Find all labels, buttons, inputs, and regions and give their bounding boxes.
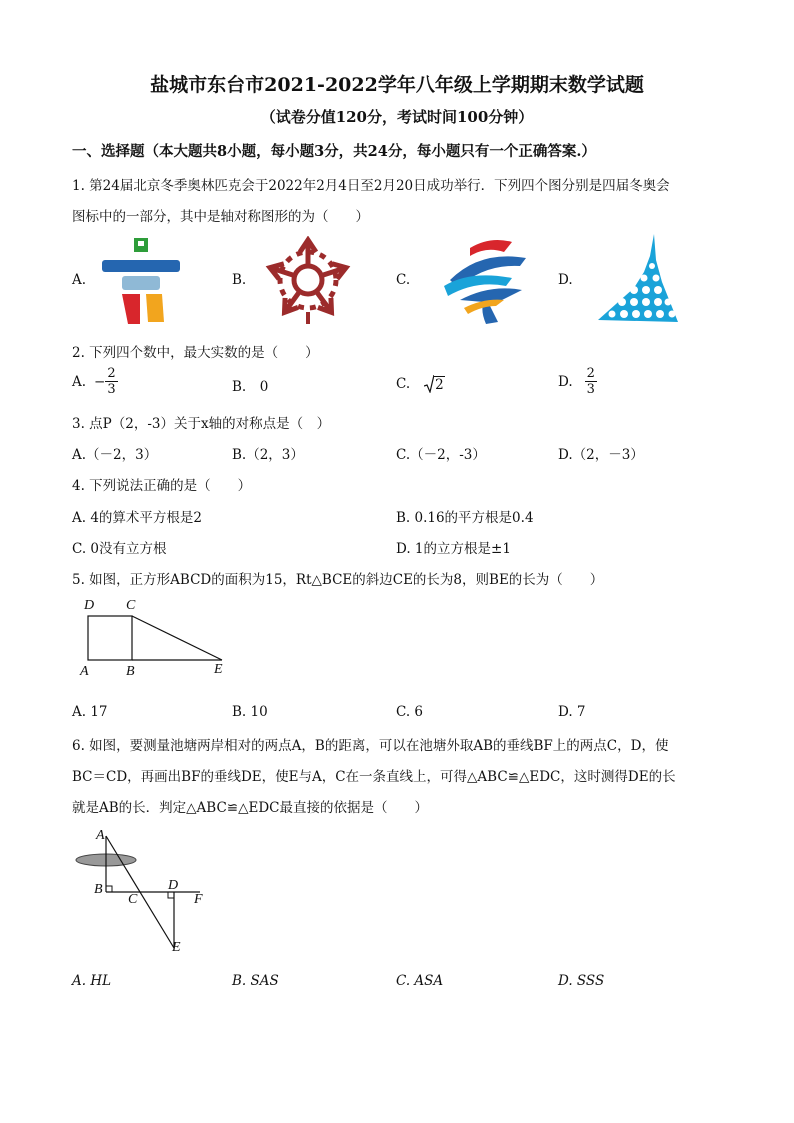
point-label-b: B [126, 664, 135, 679]
q6-option-c[interactable]: C. ASA [396, 973, 444, 989]
q2-option-a-label: A. [72, 373, 87, 390]
fraction: $\frac{2}{3}$ [586, 366, 595, 397]
q4-option-d[interactable]: D. 1的立方根是±1 [396, 541, 511, 557]
q6-option-a[interactable]: A. HL [72, 973, 112, 989]
point-label-d: D [84, 598, 95, 613]
point-label-a: A [80, 664, 89, 679]
sqrt-icon [424, 375, 434, 393]
q2-option-b[interactable]: B. 0 [232, 379, 269, 395]
page-title: 盐城市东台市2021-2022学年八年级上学期期末数学试题 [150, 74, 644, 96]
q3-option-d[interactable]: D.（2，－3） [558, 447, 644, 463]
q2-option-c[interactable] [396, 375, 445, 393]
q2-option-d[interactable] [558, 366, 597, 397]
q6-option-b[interactable]: B. SAS [232, 973, 279, 989]
point-label-e: E [172, 940, 181, 955]
q3-option-a[interactable]: A.（－2，3） [72, 447, 158, 463]
q3-stem: 3. 点P（2，-3）关于x轴的对称点是（ ） [72, 416, 331, 432]
point-label-a: A [96, 828, 105, 843]
sqrt-expression [424, 375, 445, 393]
q6-stem-line3: 就是AB的长．判定△ABC≌△EDC最直接的依据是（ ） [72, 800, 429, 816]
q1-option-a-label[interactable]: A. [72, 272, 87, 288]
fraction: $\frac{2}{3}$ [107, 366, 116, 397]
q4-stem: 4. 下列说法正确的是（ ） [72, 478, 252, 494]
q1-option-b-label[interactable]: B. [232, 272, 247, 288]
q1-option-d-label[interactable]: D. [558, 272, 573, 288]
q5-option-d[interactable]: D. 7 [558, 704, 586, 720]
pond-measurement-diagram [72, 828, 212, 958]
q5-figure [72, 598, 242, 684]
point-label-f: F [194, 892, 203, 907]
radicand: 2 [435, 377, 444, 393]
section-heading: 一、选择题（本大题共8小题，每小题3分，共24分，每小题只有一个正确答案.） [72, 143, 596, 160]
q5-option-c[interactable]: C. 6 [396, 704, 424, 720]
q1-stem-line2: 图标中的一部分，其中是轴对称图形的为（ ） [72, 209, 369, 225]
q3-option-b[interactable]: B.（2，3） [232, 447, 304, 463]
point-label-e: E [214, 662, 223, 677]
beijing-ribbon-logo [440, 234, 532, 326]
page-subtitle: （试卷分值120分，考试时间100分钟） [260, 108, 534, 126]
q6-option-d[interactable]: D. SSS [558, 973, 605, 989]
q1-option-c-label[interactable]: C. [396, 272, 411, 288]
pyeongchang-dot-logo [594, 232, 686, 326]
q6-stem-line2: BC＝CD，再画出BF的垂线DE，使E与A，C在一条直线上，可得△ABC≌△EDC，这时测得DE的长 [72, 769, 676, 785]
q2-stem: 2. 下列四个数中，最大实数的是（ ） [72, 345, 319, 361]
sochi-snowflake-logo [262, 236, 354, 326]
point-label-d: D [168, 878, 179, 893]
q4-option-a[interactable]: A. 4的算术平方根是2 [72, 510, 203, 526]
q5-option-b[interactable]: B. 10 [232, 704, 268, 720]
point-label-b: B [94, 882, 103, 897]
q4-option-b[interactable]: B. 0.16的平方根是0.4 [396, 510, 534, 526]
q4-option-c[interactable]: C. 0没有立方根 [72, 541, 167, 557]
q6-figure [72, 828, 212, 958]
q2-option-a[interactable] [72, 366, 118, 397]
point-label-c: C [128, 892, 138, 907]
q2-option-c-label: C. [396, 376, 411, 392]
q2-option-d-label: D. [558, 373, 573, 390]
q1-stem-line1: 1. 第24届北京冬季奥林匹克会于2022年2月4日至2月20日成功举行．下列四个图分别是四届冬奥会 [72, 178, 670, 194]
minus-sign: − [94, 373, 106, 390]
q5-option-a[interactable]: A. 17 [72, 704, 108, 720]
q3-option-c[interactable]: C.（－2，-3） [396, 447, 486, 463]
q6-stem-line1: 6. 如图，要测量池塘两岸相对的两点A，B的距离，可以在池塘外取AB的垂线BF上的两点C，D，使 [72, 738, 669, 754]
vancouver-inukshuk-logo [100, 236, 184, 328]
q5-stem: 5. 如图，正方形ABCD的面积为15，Rt△BCE的斜边CE的长为8，则BE的长为（ ） [72, 572, 604, 588]
point-label-c: C [126, 598, 136, 613]
